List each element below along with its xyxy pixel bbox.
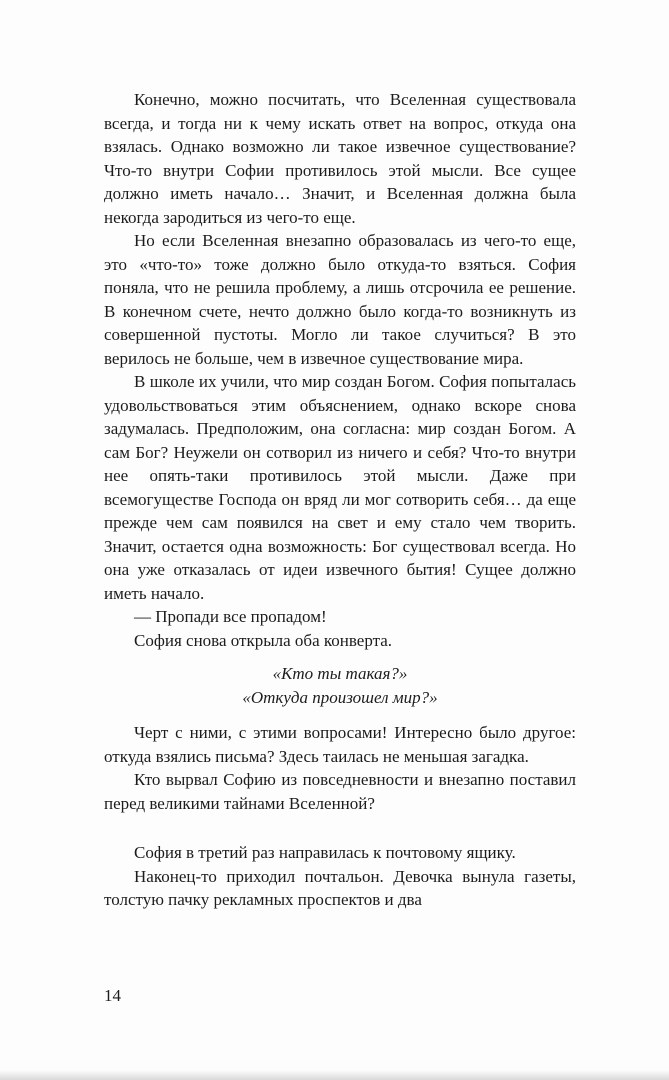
paragraph: София снова открыла оба конверта.	[134, 630, 393, 650]
quote-line: «Откуда произошел мир?»	[242, 687, 438, 707]
paragraph: Конечно, можно посчитать, что Вселенная существовала всегда, и тогда ни к чему искать ответ на вопрос, откуда она взялась. Однако возможно ли такое извечное существование? Что-то внутри Софии противилось этой мысли. Все сущее должно иметь начало… Значит, и Вселенная должна была некогда зародиться из чего-то еще.	[104, 90, 576, 227]
page-number: 14	[104, 986, 121, 1005]
text-block	[104, 88, 576, 912]
quote-line: «Кто ты такая?»	[272, 664, 408, 683]
paragraph: В школе их учили, что мир создан Богом. София попыталась удовольствоваться этим объяснением, однако вскоре снова задумалась. Предположим, она согласна: мир создан Богом. А сам Бог? Неужели он сотворил из ничего и себя? Что-то внутри нее опять-таки противилось этой мысли. Даже при всемогуществе Господа он вряд ли мог сотворить себя… да еще прежде чем сам появился на свет и ему стало чем творить. Значит, остается одна возможность: Бог существовал всегда. Но она уже отказалась от идеи извечного бытия! Сущее должно иметь начало.	[104, 372, 576, 603]
section-break	[104, 815, 576, 841]
paragraph: Кто вырвал Софию из повседневности и внезапно поставил перед великими тайнами Вселенной?	[104, 770, 576, 813]
paragraph: Наконец-то приходил почтальон. Девочка вынула газеты, толстую пачку рекламных проспектов и два	[104, 866, 576, 909]
dialogue-line: — Пропади все пропадом!	[134, 607, 327, 626]
paragraph: София в третий раз направилась к почтовому ящику.	[134, 843, 516, 862]
paragraph: Но если Вселенная внезапно образовалась из чего-то еще, это «что-то» тоже должно было откуда-то взяться. София поняла, что не решила проблему, а лишь отсрочила ее решение. В конечном счете, нечто должно было когда-то возникнуть из совершенной пустоты. Могло ли такое случиться? В это верилось не больше, чем в извечное существование мира.	[104, 231, 576, 368]
page-edge	[0, 1070, 669, 1080]
paragraph: Черт с ними, с этими вопросами! Интересно было другое: откуда взялись письма? Здесь таилась не меньшая загадка.	[104, 723, 576, 766]
letter-quote-block	[104, 662, 576, 709]
